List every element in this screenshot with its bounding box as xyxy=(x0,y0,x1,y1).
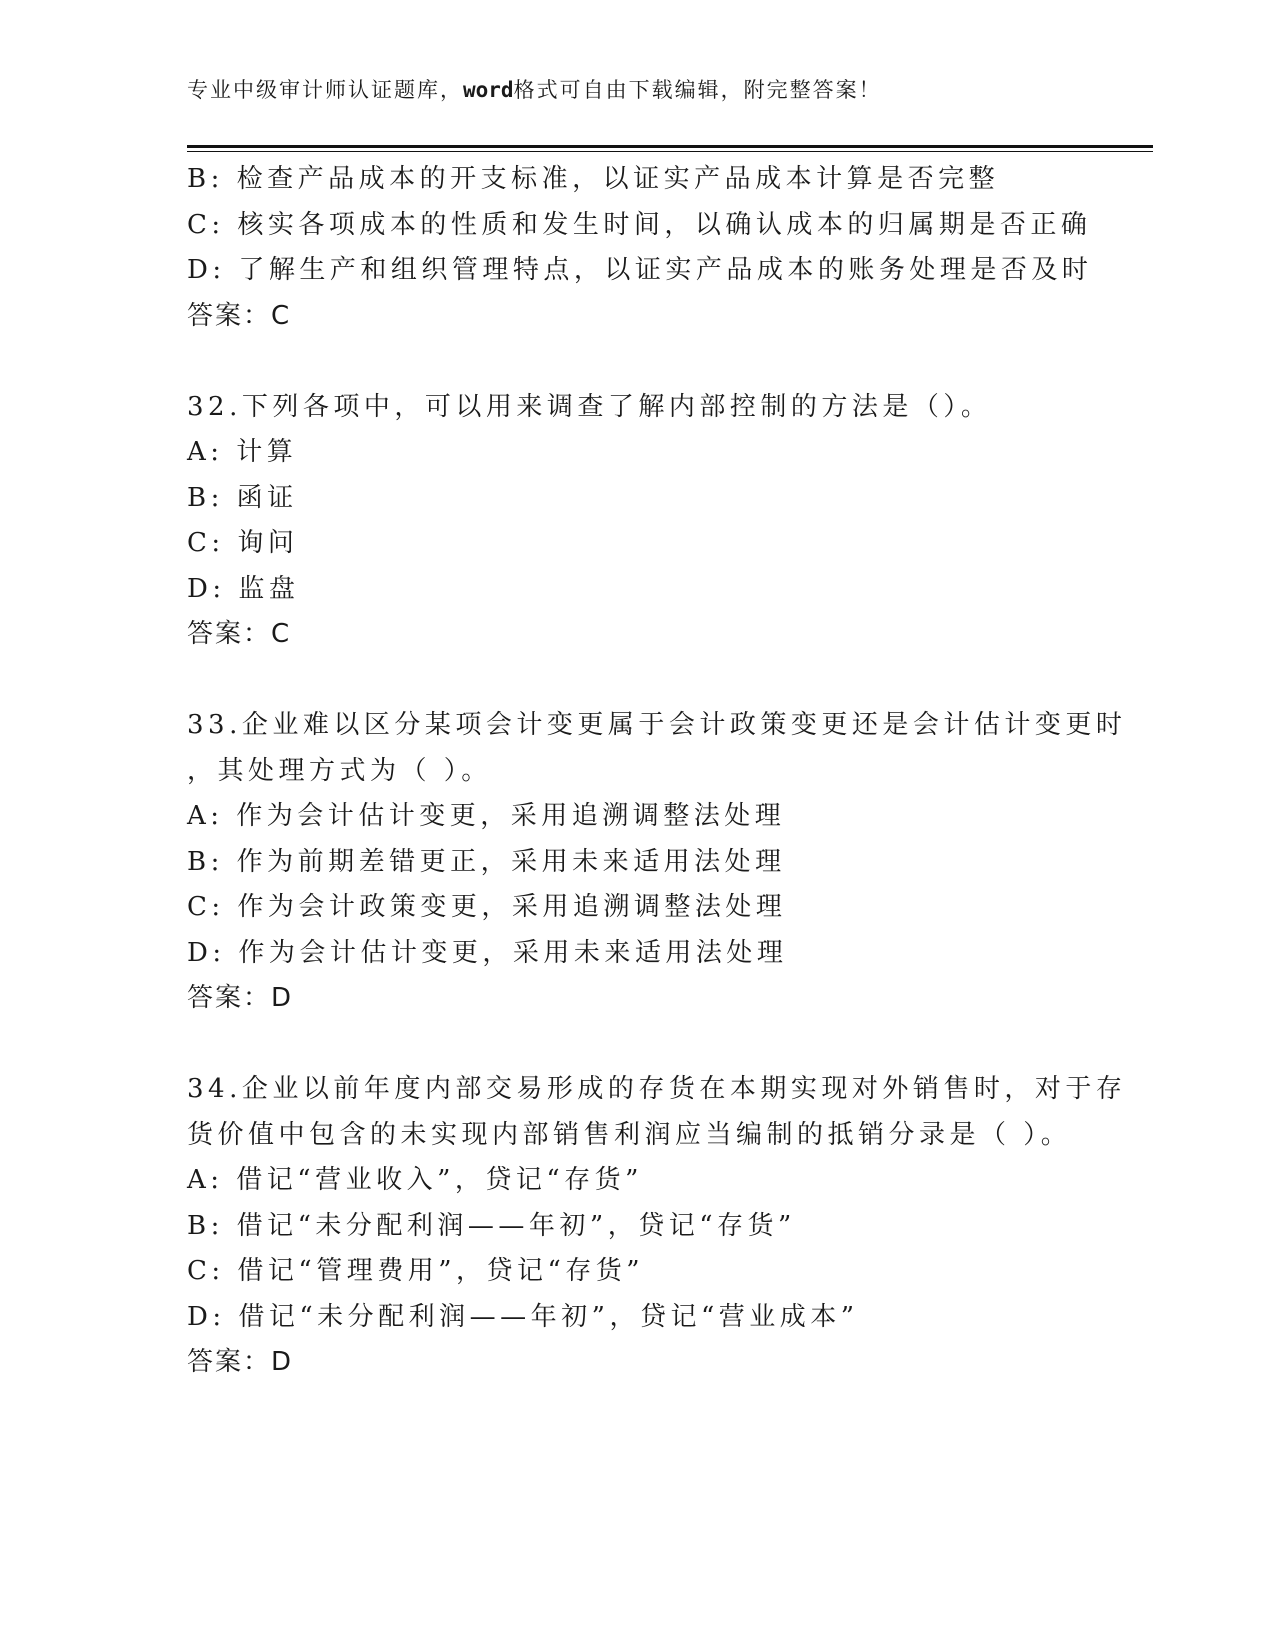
option-b: B: 作为前期差错更正，采用未来适用法处理 xyxy=(187,846,786,877)
question-stem: 33.企业难以区分某项会计变更属于会计政策变更还是会计估计变更时 xyxy=(187,710,1127,740)
option-b: B: 检查产品成本的开支标准，以证实产品成本计算是否完整 xyxy=(187,164,1000,194)
option-b: B: 借记“未分配利润——年初”，贷记“存货” xyxy=(187,1210,796,1241)
header-text-word: word xyxy=(463,78,514,102)
option-d: D: 作为会计估计变更，采用未来适用法处理 xyxy=(187,937,788,968)
option-a: A: 借记“营业收入”，贷记“存货” xyxy=(187,1165,643,1195)
header-text-part2: 格式可自由下载编辑，附完整答案！ xyxy=(513,78,882,102)
option-a: A: 作为会计估计变更，采用追溯调整法处理 xyxy=(187,801,786,831)
answer-line: 答案：C xyxy=(187,619,292,649)
spacer xyxy=(187,658,1087,704)
document-body xyxy=(187,157,1127,1386)
question-stem-continued: ，其处理方式为（ ）。 xyxy=(187,755,492,786)
option-b: B: 函证 xyxy=(187,482,298,513)
option-c: C: 核实各项成本的性质和发生时间，以确认成本的归属期是否正确 xyxy=(187,209,1092,240)
question-stem-continued: 货价值中包含的未实现内部销售利润应当编制的抵销分录是（ ）。 xyxy=(187,1119,1072,1150)
answer-line: 答案：C xyxy=(187,300,292,331)
option-a: A: 计算 xyxy=(187,437,298,467)
answer-line: 答案：D xyxy=(187,983,294,1013)
question-31-continued xyxy=(187,157,1093,339)
question-32 xyxy=(187,385,1087,658)
option-c: C: 作为会计政策变更，采用追溯调整法处理 xyxy=(187,892,787,922)
answer-line: 答案：D xyxy=(187,1347,294,1377)
option-d: D: 了解生产和组织管理特点，以证实产品成本的账务处理是否及时 xyxy=(187,255,1093,285)
spacer xyxy=(187,1022,1087,1068)
option-c: C: 借记“管理费用”，贷记“存货” xyxy=(187,1256,645,1286)
option-d: D: 借记“未分配利润——年初”，贷记“营业成本” xyxy=(187,1301,859,1332)
question-33 xyxy=(187,703,1127,1022)
header-rule-thick xyxy=(187,145,1153,148)
spacer xyxy=(187,339,1087,385)
page-header xyxy=(187,74,882,104)
option-c: C: 询问 xyxy=(187,528,299,558)
question-34 xyxy=(187,1067,1127,1386)
header-text-part1: 专业中级审计师认证题库， xyxy=(187,78,463,102)
question-stem: 34.企业以前年度内部交易形成的存货在本期实现对外销售时，对于存 xyxy=(187,1074,1127,1104)
header-rule-thin xyxy=(187,151,1153,152)
question-stem: 32.下列各项中，可以用来调查了解内部控制的方法是（）。 xyxy=(187,391,992,422)
option-d: D: 监盘 xyxy=(187,573,300,604)
